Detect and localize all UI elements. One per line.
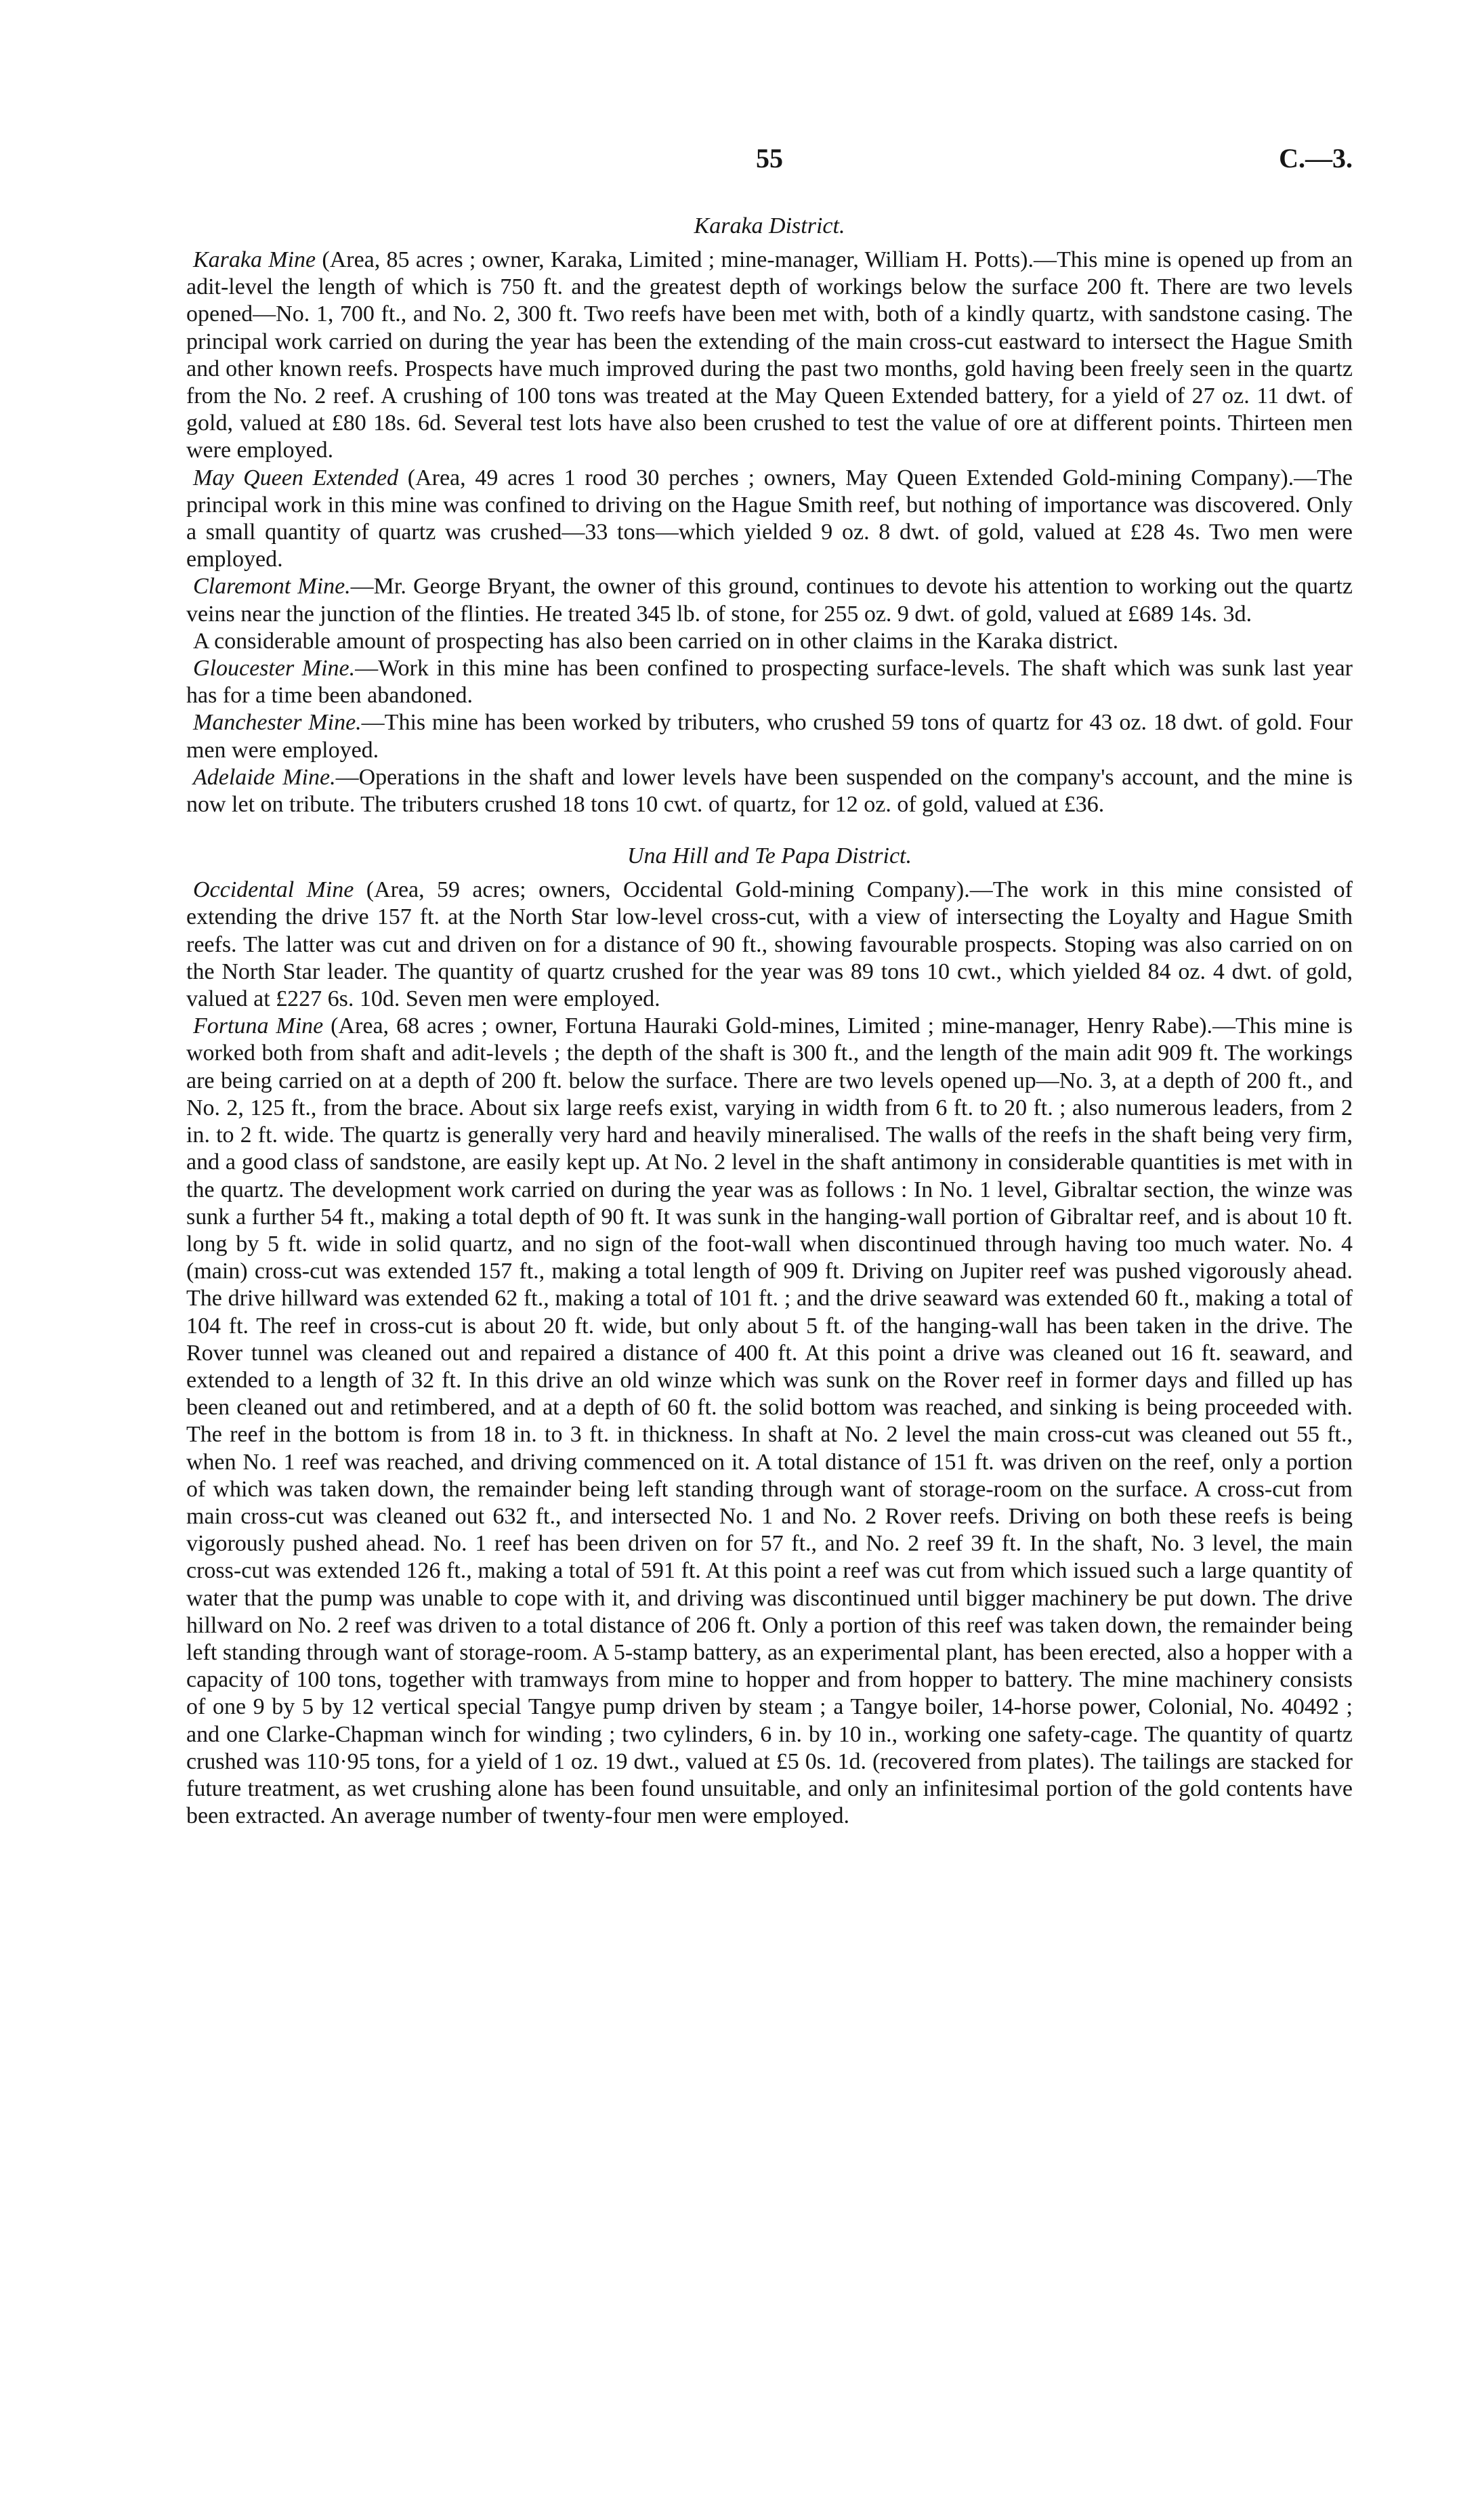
paragraph-karaka-mine [186,247,1353,465]
paragraph-gloucester-mine [186,655,1353,709]
mine-name: May Queen Extended [193,465,399,490]
paragraph-text: (Area, 68 acres ; owner, Fortuna Hauraki Gold-mines, Limited ; mine-manager, Henry Rabe).—This mine is worked both from shaft and adit-levels ; the depth of the shaft is 300 ft., and the length of the main adit 909 ft. The workings are being carried on at a depth of 200 ft. below the surface. There are two levels opened up—No. 3, at a depth of 200 ft., and No. 2, 125 ft., from the brace. About six large reefs exist, varying in width from 6 ft. to 20 ft. ; also numerous leaders, from 2 in. to 2 ft. wide. The quartz is generally very hard and heavily mineralised. The walls of the reefs in the shaft being very firm, and a good class of sandstone, are easily kept up. At No. 2 level in the shaft antimony in considerable quantities is met with in the quartz. The development work carried on during the year was as follows : In No. 1 level, Gibraltar section, the winze was sunk a further 54 ft., making a total depth of 90 ft. It was sunk in the hanging-wall portion of Gibraltar reef, and is about 10 ft. long by 5 ft. wide in solid quartz, and no sign of the foot-wall when discontinued through having too much water. No. 4 (main) cross-cut was extended 157 ft., making a total length of 909 ft. Driving on Jupiter reef was pushed vigorously ahead. The drive hillward was extended 62 ft., making a total of 101 ft. ; and the drive seaward was extended 60 ft., making a total of 104 ft. The reef in cross-cut is about 20 ft. wide, but only about 5 ft. of the hanging-wall has been taken in the drive. The Rover tunnel was cleaned out and repaired a distance of 400 ft. At this point a drive was cleaned out 16 ft. seaward, and extended to a length of 32 ft. In this drive an old winze which was sunk on the Rover reef in former days and filled up has been cleaned out and retimbered, and at a depth of 60 ft. the solid bottom was reached, and sinking is being proceeded with. The reef in the bottom is from 18 in. to 3 ft. in thickness. In shaft at No. 2 level the main cross-cut was cleaned out 55 ft., when No. 1 reef was reached, and driving commenced on it. A total distance of 151 ft. was driven on the reef, only a portion of which was taken down, the remainder being left standing through want of storage-room on the surface. A cross-cut from main cross-cut was cleaned out 632 ft., and intersected No. 1 and No. 2 Rover reefs. Driving on both these reefs is being vigorously pushed ahead. No. 1 reef has been driven on for 57 ft., and No. 2 reef 39 ft. In the shaft, No. 3 level, the main cross-cut was extended 126 ft., making a total of 591 ft. At this point a reef was cut from which issued such a large quantity of water that the pump was unable to cope with it, and driving was discontinued until bigger machinery be put down. The drive hillward on No. 2 reef was driven to a total distance of 206 ft. Only a portion of this reef was taken down, the remainder being left standing through want of storage-room. A 5-stamp battery, as an experimental plant, has been erected, also a hopper with a capacity of 100 tons, together with tramways from mine to hopper and from hopper to battery. The mine machinery consists of one 9 by 5 by 12 vertical special Tangye pump driven by steam ; a Tangye boiler, 14-horse power, Colonial, No. 40492 ; and one Clarke-Chapman winch for winding ; two cylinders, 6 in. by 10 in., working one safety-cage. The quantity of quartz crushed was 110·95 tons, for a yield of 1 oz. 19 dwt., valued at £5 0s. 1d. (recovered from plates). The tailings are stacked for future treatment, as wet crushing alone has been found unsuitable, and only an infinitesimal portion of the gold contents have been extracted. An average number of twenty-four men were employed. [186,1013,1353,1829]
mine-name: Occidental Mine [193,877,354,903]
section-title-una-hill: Una Hill and Te Papa District. [627,843,912,869]
paragraph-text: (Area, 49 acres 1 rood 30 perches ; owners, May Queen Extended Gold-mining Company).—The principal work in this mine was confined to driving on the Hague Smith reef, but nothing of importance was discovered. Only a small quantity of quartz was crushed—33 tons—which yielded 9 oz. 8 dwt. of gold, valued at £28 4s. Two men were employed. [186,465,1353,572]
section-title-karaka: Karaka District. [694,213,845,238]
mine-name: Karaka Mine [193,247,316,272]
mine-name: Fortuna Mine [193,1013,324,1039]
document-reference: C.—3. [1279,143,1353,173]
paragraph-prospecting [186,628,1353,655]
paragraph-adelaide-mine [186,764,1353,818]
mine-name: Claremont Mine. [193,574,351,600]
mine-name: Gloucester Mine. [193,656,356,681]
paragraph-occidental-mine [186,877,1353,1013]
paragraph-text: —Operations in the shaft and lower levels have been suspended on the company's account, and the mine is now let on tribute. The tributers crushed 18 tons 10 cwt. of quartz, for 12 oz. of gold, valued at £36. [186,764,1353,818]
paragraph-text: (Area, 85 acres ; owner, Karaka, Limited ; mine-manager, William H. Potts).—This mine is opened up from an adit-level the length of which is 750 ft. and the greatest depth of workings below the surface 200 ft. There are two levels opened—No. 1, 700 ft., and No. 2, 300 ft. Two reefs have been met with, both of a kindly quartz, with sandstone casing. The principal work carried on during the year has been the extending of the main cross-cut eastward to intersect the Hague Smith and other known reefs. Prospects have much improved during the past two months, gold having been freely seen in the quartz from the No. 2 reef. A crushing of 100 tons was treated at the May Queen Extended battery, for a yield of 27 oz. 11 dwt. of gold, valued at £80 18s. 6d. Several test lots have also been crushed to test the value of ore at different points. Thirteen men were employed. [186,247,1353,463]
page-number: 55 [756,143,783,173]
document-page [186,142,1353,1830]
paragraph-text: —Work in this mine has been confined to prospecting surface-levels. The shaft which was sunk last year has for a time been abandoned. [186,656,1353,709]
paragraph-text: (Area, 59 acres; owners, Occidental Gold-mining Company).—The work in this mine consisted of extending the drive 157 ft. at the North Star low-level cross-cut, with a view of intersecting the Loyalty and Hague Smith reefs. The latter was cut and driven on for a distance of 90 ft., showing favourable prospects. Stoping was also carried on on the North Star leader. The quantity of quartz crushed for the year was 89 tons 10 cwt., which yielded 84 oz. 4 dwt. of gold, valued at £227 6s. 10d. Seven men were employed. [186,877,1353,1012]
page-header [186,142,1353,190]
paragraph-manchester-mine [186,709,1353,763]
paragraph-text: A considerable amount of prospecting has also been carried on in other claims in the Karaka district. [193,628,1119,654]
paragraph-fortuna-mine [186,1013,1353,1830]
mine-name: Adelaide Mine. [193,764,336,790]
paragraph-claremont-mine [186,573,1353,627]
mine-name: Manchester Mine. [193,710,362,736]
paragraph-text: —Mr. George Bryant, the owner of this ground, continues to devote his attention to working out the quartz veins near the junction of the flinties. He treated 345 lb. of stone, for 255 oz. 9 dwt. of gold, valued at £689 14s. 3d. [186,574,1353,627]
paragraph-text: —This mine has been worked by tributers, who crushed 59 tons of quartz for 43 oz. 18 dwt. of gold. Four men were employed. [186,710,1353,763]
paragraph-may-queen-extended [186,465,1353,574]
